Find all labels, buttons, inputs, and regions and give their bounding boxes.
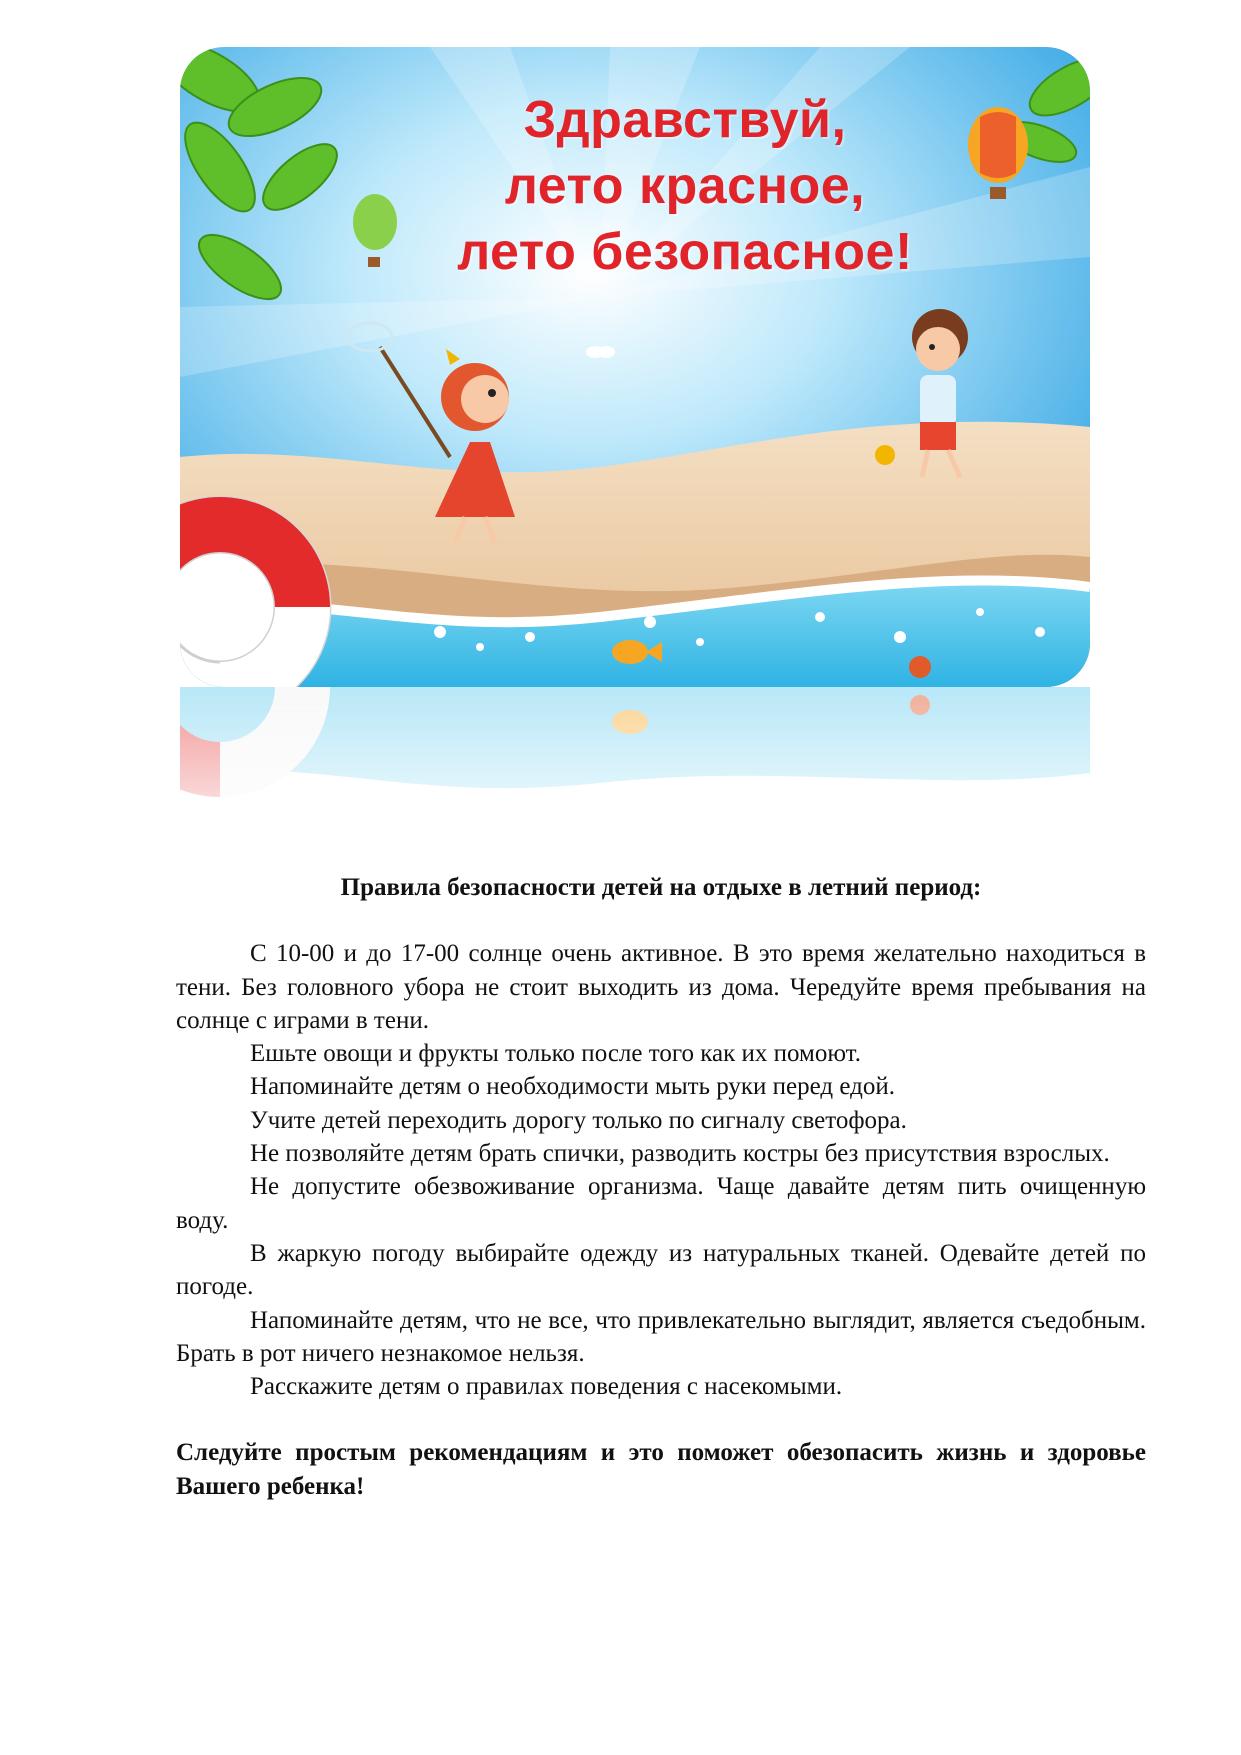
document-title: Правила безопасности детей на отдыхе в летний период: — [340, 874, 982, 901]
rule-paragraph: Расскажите детям о правилах поведения с насекомыми. — [250, 1373, 843, 1401]
summer-safety-banner — [180, 47, 1090, 687]
rule-paragraph: Напоминайте детям, что не все, что привлекательно выглядит, является съедобным. Брать в рот ничего незнакомое нельзя. — [176, 1306, 1146, 1367]
rule-paragraph: В жаркую погоду выбирайте одежду из натуральных тканей. Одевайте детей по погоде. — [176, 1239, 1146, 1301]
headline-line-2: лето красное, — [504, 157, 866, 215]
shell-icon — [909, 656, 931, 678]
headline-line-3: лето безопасное! — [457, 223, 913, 281]
rule-paragraph: С 10-00 и до 17-00 солнце очень активное. В это время желательно находиться в тени. Без головного убора не стоит выходить из дома. Чередуйте время пребывания на солнце с играми в тени. — [176, 940, 1146, 1034]
rule-paragraph: Учите детей переходить дорогу только по сигналу светофора. — [250, 1106, 907, 1134]
rule-paragraph: Ешьте овощи и фрукты только после того как их помоют. — [250, 1040, 861, 1068]
rule-paragraph: Напоминайте детям о необходимости мыть руки перед едой. — [250, 1073, 896, 1101]
rule-paragraph: Не позволяйте детям брать спички, разводить костры без присутствия взрослых. — [250, 1140, 1110, 1168]
closing-recommendation: Следуйте простым рекомендациям и это поможет обезопасить жизнь и здоровье Вашего ребенка! — [176, 1439, 1146, 1500]
banner-headline — [180, 87, 1090, 285]
safety-rules-document — [176, 871, 1146, 1528]
headline-line-1: Здравствуй, — [523, 91, 847, 149]
rule-paragraph: Не допустите обезвоживание организма. Чаще давайте детям пить очищенную воду. — [176, 1173, 1146, 1234]
banner-reflection — [180, 687, 1090, 865]
butterfly-icon — [586, 346, 615, 358]
